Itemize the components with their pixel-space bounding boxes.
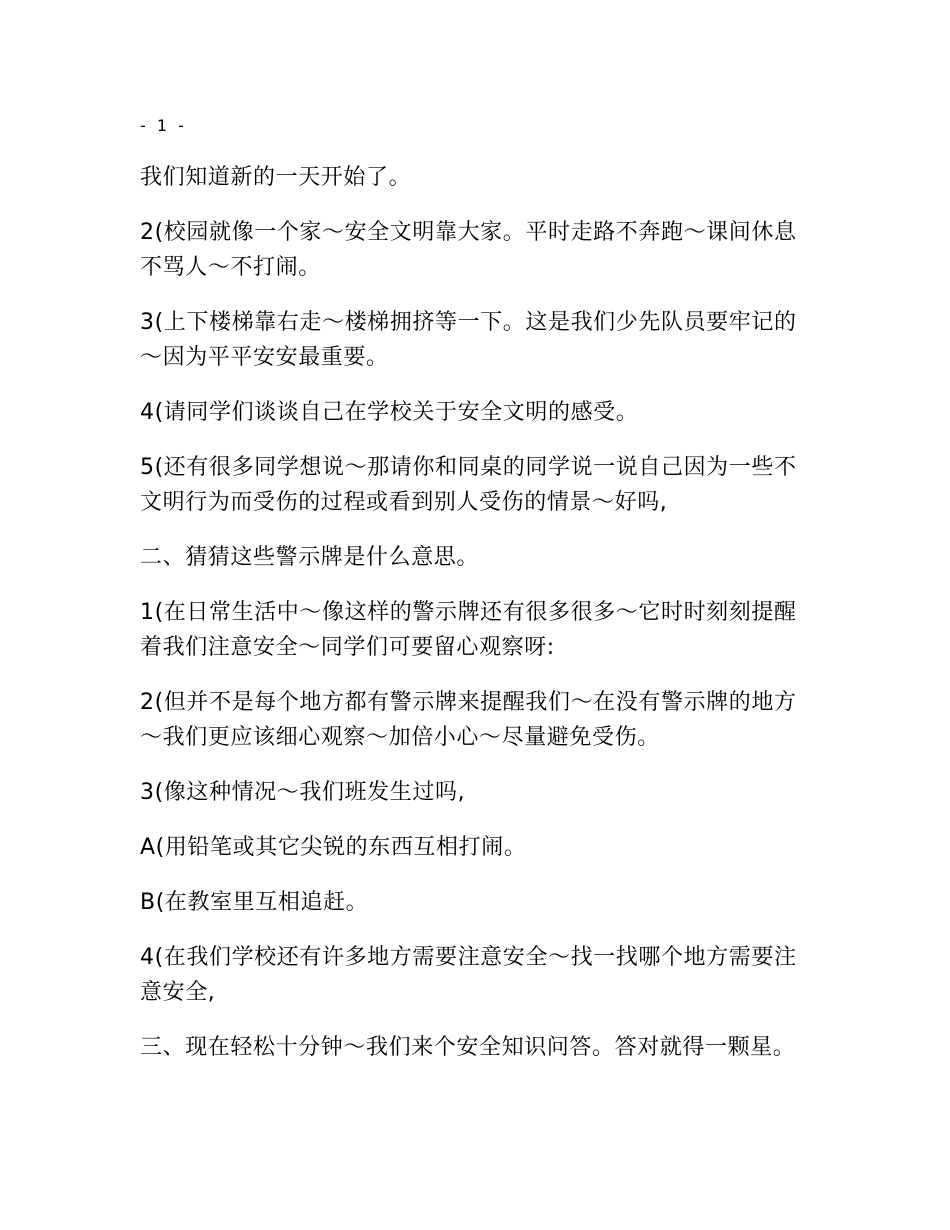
section-heading: 三、现在轻松十分钟～我们来个安全知识问答。答对就得一颗星。 [140,1035,796,1060]
paragraph: 3(像这种情况～我们班发生过吗, [140,780,466,805]
paragraph: 5(还有很多同学想说～那请你和同桌的同学说一说自己因为一些不文明行为而受伤的过程或看到别人受伤的情景～好吗, [140,455,797,515]
paragraph: 2(校园就像一个家～安全文明靠大家。平时走路不奔跑～课间休息不骂人～不打闹。 [140,220,797,280]
paragraph: 1(在日常生活中～像这样的警示牌还有很多很多～它时时刻刻提醒着我们注意安全～同学们可要留心观察呀: [140,600,797,660]
paragraph: 4(请同学们谈谈自己在学校关于安全文明的感受。 [140,400,639,425]
page-number: - 1 - [140,116,187,135]
document-body [140,160,805,1085]
paragraph: 2(但并不是每个地方都有警示牌来提醒我们～在没有警示牌的地方～我们更应该细心观察～加倍小心～尽量避免受伤。 [140,690,797,750]
paragraph: 4(在我们学校还有许多地方需要注意安全～找一找哪个地方需要注意安全, [140,945,797,1005]
paragraph: 3(上下楼梯靠右走～楼梯拥挤等一下。这是我们少先队员要牢记的～因为平平安安最重要。 [140,310,797,370]
paragraph: A(用铅笔或其它尖锐的东西互相打闹。 [140,835,527,860]
section-heading: 二、猜猜这些警示牌是什么意思。 [140,545,480,570]
paragraph: B(在教室里互相追赶。 [140,890,369,915]
paragraph: 我们知道新的一天开始了。 [140,165,412,190]
